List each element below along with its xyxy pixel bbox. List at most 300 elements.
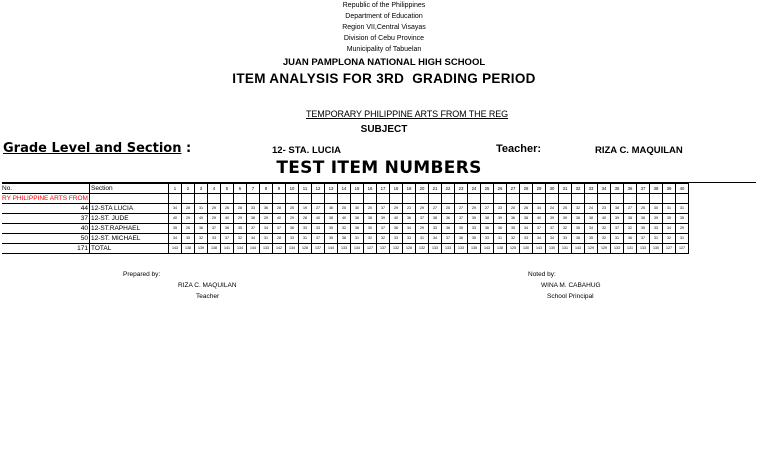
item-score-cell: 134 (350, 244, 363, 254)
item-score-cell: 29 (467, 204, 480, 214)
item-score-cell: 33 (207, 234, 220, 244)
item-score-cell: 24 (584, 204, 597, 214)
item-number-header: 2 (181, 184, 194, 194)
empty-cell (506, 194, 519, 204)
item-score-cell: 35 (181, 234, 194, 244)
grade-level-section-text: Grade Level and Section (3, 141, 182, 156)
item-score-cell: 40 (389, 214, 402, 224)
row-student-count: 40 (2, 224, 89, 234)
item-number-header: 29 (532, 184, 545, 194)
item-number-header: 10 (285, 184, 298, 194)
item-score-cell: 31 (662, 204, 675, 214)
subject-row (2, 194, 688, 204)
item-score-cell: 36 (350, 224, 363, 234)
item-score-cell: 25 (636, 204, 649, 214)
item-score-cell: 35 (571, 224, 584, 234)
item-score-cell: 36 (623, 234, 636, 244)
item-score-cell: 34 (246, 234, 259, 244)
item-score-cell: 31 (493, 234, 506, 244)
item-score-cell: 134 (233, 244, 246, 254)
item-number-header: 33 (584, 184, 597, 194)
item-score-cell: 37 (454, 214, 467, 224)
empty-cell (259, 194, 272, 204)
empty-cell (389, 194, 402, 204)
item-score-cell: 36 (441, 214, 454, 224)
item-number-header: 15 (350, 184, 363, 194)
item-score-cell: 29 (415, 224, 428, 234)
teacher-name: RIZA C. MAQUILAN (595, 145, 683, 156)
empty-cell (181, 194, 194, 204)
item-number-header: 1 (168, 184, 181, 194)
item-score-cell: 37 (272, 224, 285, 234)
item-score-cell: 40 (337, 214, 350, 224)
item-score-cell: 25 (285, 204, 298, 214)
item-score-cell: 32 (194, 234, 207, 244)
empty-cell (233, 194, 246, 204)
item-number-header: 17 (376, 184, 389, 194)
item-score-cell: 35 (454, 224, 467, 234)
section-value: 12- STA. LUCIA (272, 145, 341, 156)
item-score-cell: 39 (558, 214, 571, 224)
empty-cell (441, 194, 454, 204)
empty-cell (584, 194, 597, 204)
empty-cell (168, 194, 181, 204)
item-score-cell: 27 (623, 204, 636, 214)
item-score-cell: 32 (376, 234, 389, 244)
item-score-cell: 29 (285, 214, 298, 224)
item-score-cell: 129 (584, 244, 597, 254)
item-score-cell: 137 (311, 244, 324, 254)
item-score-cell: 33 (402, 234, 415, 244)
item-score-cell: 40 (532, 214, 545, 224)
table-row (2, 214, 688, 224)
row-section-name: TOTAL (89, 244, 168, 254)
item-score-cell: 35 (324, 234, 337, 244)
item-number-header: 19 (402, 184, 415, 194)
item-score-cell: 35 (584, 234, 597, 244)
item-score-cell: 27 (454, 204, 467, 214)
item-number-header: 14 (337, 184, 350, 194)
empty-cell (350, 194, 363, 204)
item-number-header: 28 (519, 184, 532, 194)
empty-cell (519, 194, 532, 204)
item-number-header: 8 (259, 184, 272, 194)
row-section-name: 12-ST. MICHAEL (89, 234, 168, 244)
empty-cell (623, 194, 636, 204)
item-score-cell: 30 (350, 204, 363, 214)
item-score-cell: 28 (181, 204, 194, 214)
empty-cell (363, 194, 376, 204)
item-score-cell: 36 (194, 224, 207, 234)
item-score-cell: 36 (480, 224, 493, 234)
item-score-cell: 38 (584, 214, 597, 224)
row-section-name: 12-ST.RAPHAEL (89, 224, 168, 234)
item-number-header: 24 (467, 184, 480, 194)
item-score-cell: 34 (584, 224, 597, 234)
item-number-header: 5 (220, 184, 233, 194)
item-score-cell: 31 (259, 234, 272, 244)
empty-cell (324, 194, 337, 204)
empty-cell (649, 194, 662, 204)
item-score-cell: 35 (662, 214, 675, 224)
item-score-cell: 127 (363, 244, 376, 254)
item-score-cell: 26 (181, 224, 194, 234)
item-score-cell: 29 (389, 204, 402, 214)
header-line-deped: Department of Education (345, 13, 423, 20)
item-score-cell: 29 (181, 214, 194, 224)
analysis-title: ITEM ANALYSIS FOR 3RD GRADING PERIOD (232, 71, 536, 86)
empty-cell (610, 194, 623, 204)
item-score-cell: 132 (389, 244, 402, 254)
empty-cell (480, 194, 493, 204)
item-score-cell: 34 (259, 224, 272, 234)
item-score-cell: 25 (337, 204, 350, 214)
item-score-cell: 139 (194, 244, 207, 254)
item-number-header: 40 (675, 184, 688, 194)
noted-by-label: Noted by: (528, 271, 556, 278)
item-score-cell: 36 (220, 224, 233, 234)
item-score-cell: 34 (168, 234, 181, 244)
item-score-cell: 28 (272, 234, 285, 244)
item-score-cell: 32 (233, 234, 246, 244)
item-score-cell: 130 (545, 244, 558, 254)
empty-cell (545, 194, 558, 204)
subject-title: TEMPORARY PHILIPPINE ARTS FROM THE REG (306, 109, 509, 119)
item-score-cell: 33 (389, 234, 402, 244)
item-score-cell: 34 (168, 204, 181, 214)
table-row (2, 234, 688, 244)
header-line-municipality: Municipality of Tabuelan (346, 46, 422, 53)
school-name: JUAN PAMPLONA NATIONAL HIGH SCHOOL (282, 57, 486, 68)
item-score-cell: 34 (545, 234, 558, 244)
empty-cell (376, 194, 389, 204)
item-score-cell: 40 (272, 214, 285, 224)
item-score-cell: 125 (506, 244, 519, 254)
item-score-cell: 33 (519, 234, 532, 244)
item-score-cell: 37 (636, 234, 649, 244)
item-score-cell: 38 (363, 214, 376, 224)
item-score-cell: 129 (597, 244, 610, 254)
item-score-cell: 36 (324, 204, 337, 214)
item-score-cell: 29 (233, 214, 246, 224)
item-score-cell: 133 (337, 244, 350, 254)
item-score-cell: 23 (597, 204, 610, 214)
item-score-cell: 33 (467, 224, 480, 234)
item-score-cell: 36 (454, 234, 467, 244)
item-score-cell: 35 (506, 224, 519, 234)
item-score-cell: 36 (506, 214, 519, 224)
item-score-cell: 133 (454, 244, 467, 254)
item-score-cell: 27 (480, 204, 493, 214)
item-score-cell: 23 (402, 204, 415, 214)
item-score-cell: 32 (623, 224, 636, 234)
item-number-header: 39 (662, 184, 675, 194)
item-number-header: 3 (194, 184, 207, 194)
item-score-cell: 131 (558, 244, 571, 254)
item-score-cell: 138 (493, 244, 506, 254)
empty-cell (597, 194, 610, 204)
item-score-cell: 137 (376, 244, 389, 254)
item-score-cell: 32 (662, 234, 675, 244)
item-score-cell: 39 (545, 214, 558, 224)
item-number-header: 36 (623, 184, 636, 194)
item-score-cell: 33 (649, 224, 662, 234)
item-score-cell: 143 (571, 244, 584, 254)
item-score-cell: 38 (428, 214, 441, 224)
teacher-label: Teacher: (496, 143, 542, 155)
item-score-cell: 133 (636, 244, 649, 254)
item-score-cell: 127 (662, 244, 675, 254)
item-score-cell: 34 (402, 224, 415, 234)
item-score-cell: 33 (285, 234, 298, 244)
row-student-count: 37 (2, 214, 89, 224)
noted-by-name: WINA M. CABAHUG (541, 282, 601, 289)
item-score-cell: 33 (246, 204, 259, 214)
item-score-cell: 32 (571, 204, 584, 214)
prepared-by-label: Prepared by: (123, 271, 161, 278)
item-score-cell: 34 (662, 224, 675, 234)
item-number-header: 30 (545, 184, 558, 194)
item-number-header: 16 (363, 184, 376, 194)
item-score-cell: 37 (532, 224, 545, 234)
empty-cell (337, 194, 350, 204)
item-score-cell: 19 (298, 204, 311, 214)
item-score-cell: 37 (220, 234, 233, 244)
item-score-cell: 34 (519, 224, 532, 234)
empty-cell (454, 194, 467, 204)
item-score-cell: 138 (207, 244, 220, 254)
item-score-cell: 20 (506, 204, 519, 214)
item-score-cell: 34 (532, 234, 545, 244)
item-number-header: 6 (233, 184, 246, 194)
item-score-cell: 128 (298, 244, 311, 254)
item-number-header: 11 (298, 184, 311, 194)
subject-row-text: RY PHILIPPINE ARTS FROM (2, 195, 88, 202)
item-score-cell: 32 (363, 234, 376, 244)
empty-cell (415, 194, 428, 204)
item-number-header: 25 (480, 184, 493, 194)
item-score-cell: 36 (259, 204, 272, 214)
item-score-cell: 36 (636, 214, 649, 224)
item-score-cell: 138 (181, 244, 194, 254)
item-score-cell: 36 (285, 224, 298, 234)
item-score-cell: 33 (480, 234, 493, 244)
item-score-cell: 31 (415, 234, 428, 244)
grade-level-colon: : (186, 141, 192, 156)
item-score-cell: 36 (571, 214, 584, 224)
col-no-header: No. (2, 184, 89, 194)
item-score-cell: 128 (402, 244, 415, 254)
item-number-header: 23 (454, 184, 467, 194)
item-score-cell: 40 (220, 214, 233, 224)
item-score-cell: 40 (168, 214, 181, 224)
item-score-cell: 35 (168, 224, 181, 234)
row-student-count: 171 (2, 244, 89, 254)
item-score-cell: 127 (675, 244, 688, 254)
item-score-cell: 25 (558, 204, 571, 214)
item-score-cell: 38 (623, 214, 636, 224)
item-score-cell: 132 (415, 244, 428, 254)
item-score-cell: 34 (428, 234, 441, 244)
empty-cell (571, 194, 584, 204)
item-score-cell: 36 (493, 224, 506, 234)
test-item-numbers-banner: TEST ITEM NUMBERS (276, 158, 482, 178)
item-score-cell: 131 (623, 244, 636, 254)
item-score-cell: 39 (376, 214, 389, 224)
header-line-republic: Republic of the Philippines (342, 2, 426, 9)
item-score-cell: 32 (597, 234, 610, 244)
empty-cell (675, 194, 688, 204)
item-score-cell: 31 (350, 234, 363, 244)
item-score-cell: 40 (597, 214, 610, 224)
item-score-cell: 28 (233, 204, 246, 214)
item-score-cell: 39 (493, 214, 506, 224)
item-score-cell: 133 (428, 244, 441, 254)
empty-cell (298, 194, 311, 204)
empty-cell (467, 194, 480, 204)
item-score-cell: 38 (610, 204, 623, 214)
item-score-cell: 36 (441, 224, 454, 234)
item-score-cell: 27 (428, 204, 441, 214)
item-score-cell: 35 (233, 224, 246, 234)
item-score-cell: 39 (649, 214, 662, 224)
empty-cell (662, 194, 675, 204)
item-number-header: 7 (246, 184, 259, 194)
item-number-header: 12 (311, 184, 324, 194)
item-score-cell: 134 (285, 244, 298, 254)
item-score-cell: 29 (415, 204, 428, 214)
item-number-header: 4 (207, 184, 220, 194)
item-score-cell: 29 (675, 224, 688, 234)
item-number-header: 38 (649, 184, 662, 194)
item-score-cell: 143 (532, 244, 545, 254)
item-score-cell: 34 (532, 204, 545, 214)
item-score-cell: 29 (207, 204, 220, 214)
item-score-cell: 36 (389, 224, 402, 234)
item-score-cell: 38 (324, 214, 337, 224)
item-score-cell: 35 (467, 234, 480, 244)
item-score-cell: 37 (376, 204, 389, 214)
table-header-row (2, 184, 688, 194)
item-score-cell: 135 (467, 244, 480, 254)
item-score-cell: 38 (571, 234, 584, 244)
col-section-header: Section (89, 184, 168, 194)
item-score-cell: 130 (649, 244, 662, 254)
item-score-cell: 31 (298, 234, 311, 244)
item-number-header: 21 (428, 184, 441, 194)
empty-cell (558, 194, 571, 204)
item-score-cell: 143 (168, 244, 181, 254)
empty-cell (636, 194, 649, 204)
item-score-cell: 31 (675, 204, 688, 214)
item-score-cell: 24 (545, 204, 558, 214)
empty-cell (246, 194, 259, 204)
item-score-cell: 33 (493, 204, 506, 214)
table-row (2, 244, 688, 254)
item-number-header: 31 (558, 184, 571, 194)
item-score-cell: 144 (246, 244, 259, 254)
item-score-cell: 37 (246, 224, 259, 234)
item-number-header: 34 (597, 184, 610, 194)
item-score-cell: 30 (649, 204, 662, 214)
row-student-count: 44 (2, 204, 89, 214)
subject-row-empty (89, 194, 168, 204)
item-number-header: 37 (636, 184, 649, 194)
item-score-cell: 133 (259, 244, 272, 254)
item-score-cell: 35 (636, 224, 649, 234)
item-score-cell: 37 (545, 224, 558, 234)
empty-cell (402, 194, 415, 204)
row-student-count: 50 (2, 234, 89, 244)
empty-cell (311, 194, 324, 204)
item-score-cell: 32 (558, 224, 571, 234)
item-score-cell: 25 (441, 204, 454, 214)
table-row (2, 204, 688, 214)
header-line-division: Division of Cebu Province (343, 35, 425, 42)
item-score-cell: 143 (480, 244, 493, 254)
item-score-cell: 31 (194, 204, 207, 214)
empty-cell (285, 194, 298, 204)
item-analysis-table (2, 183, 689, 254)
item-score-cell: 37 (311, 234, 324, 244)
item-score-cell: 37 (207, 224, 220, 234)
item-score-cell: 29 (207, 214, 220, 224)
item-score-cell: 37 (415, 214, 428, 224)
item-score-cell: 33 (298, 224, 311, 234)
empty-cell (428, 194, 441, 204)
table-row (2, 224, 688, 234)
item-score-cell: 32 (597, 224, 610, 234)
item-score-cell: 37 (610, 224, 623, 234)
item-score-cell: 32 (506, 234, 519, 244)
item-score-cell: 37 (441, 234, 454, 244)
item-score-cell: 33 (311, 224, 324, 234)
item-number-header: 20 (415, 184, 428, 194)
prepared-by-name: RIZA C. MAQUILAN (178, 282, 237, 289)
row-section-name: 12-ST. JUDE (89, 214, 168, 224)
item-score-cell: 29 (259, 214, 272, 224)
item-number-header: 22 (441, 184, 454, 194)
item-score-cell: 133 (610, 244, 623, 254)
item-score-cell: 35 (324, 224, 337, 234)
item-score-cell: 32 (337, 224, 350, 234)
item-score-cell: 37 (376, 224, 389, 234)
item-score-cell: 38 (480, 214, 493, 224)
prepared-by-role: Teacher (196, 293, 220, 300)
row-section-name: 12-STA LUCIA (89, 204, 168, 214)
item-number-header: 18 (389, 184, 402, 194)
item-score-cell: 31 (610, 234, 623, 244)
item-score-cell: 144 (324, 244, 337, 254)
item-number-header: 13 (324, 184, 337, 194)
item-score-cell: 130 (519, 244, 532, 254)
item-score-cell: 28 (298, 214, 311, 224)
item-score-cell: 26 (220, 204, 233, 214)
item-number-header: 9 (272, 184, 285, 194)
item-score-cell: 36 (350, 214, 363, 224)
item-score-cell: 40 (194, 214, 207, 224)
item-score-cell: 141 (220, 244, 233, 254)
item-score-cell: 33 (558, 234, 571, 244)
empty-cell (194, 194, 207, 204)
subject-label: SUBJECT (360, 124, 408, 135)
item-score-cell: 28 (272, 204, 285, 214)
item-score-cell: 30 (363, 224, 376, 234)
item-score-cell: 38 (519, 214, 532, 224)
item-score-cell: 142 (272, 244, 285, 254)
empty-cell (220, 194, 233, 204)
grade-level-section-label (3, 141, 191, 156)
